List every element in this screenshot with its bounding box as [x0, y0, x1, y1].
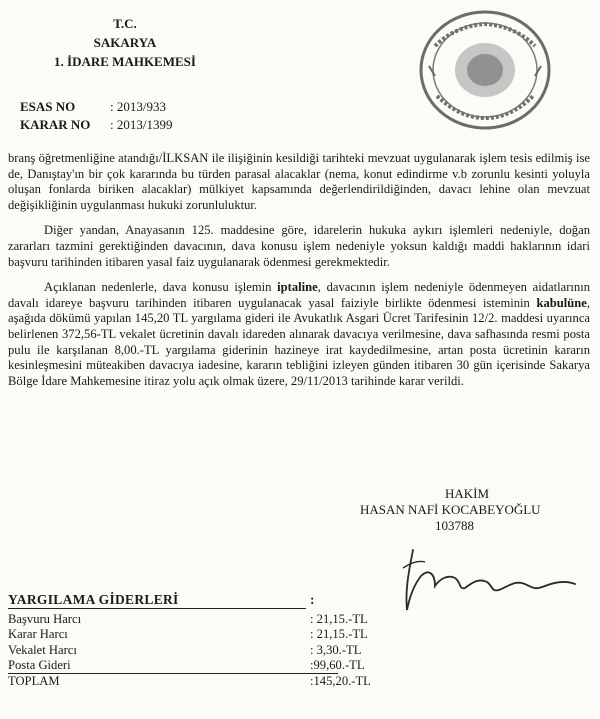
cost-row [8, 627, 408, 643]
judge-name: HASAN NAFİ KOCABEYOĞLU [360, 502, 541, 517]
cost-row [8, 658, 408, 674]
cost-value: :99,60.-TL [310, 658, 365, 672]
karar-value: : 2013/1399 [110, 117, 173, 132]
header-tc: T.C. [113, 16, 137, 31]
judge-title: HAKİM [445, 486, 490, 501]
esas-value: : 2013/933 [110, 99, 166, 114]
costs-title-row [8, 592, 408, 608]
esas-label: ESAS NO [20, 99, 76, 114]
p3-part-c: , davacının işlem nedeniyle ödenmeyen aidatlarının davalı idareye başvuru tarihinden itibaren uygulanacak yasal faiziyle birlikte ödenmesi isteminin [8, 280, 590, 310]
judge-number: 103788 [435, 518, 474, 533]
p3-kabulune: kabulüne [536, 295, 587, 310]
decision-body [8, 151, 590, 399]
court-header [30, 14, 220, 71]
costs-table [8, 592, 408, 689]
cost-label: TOPLAM [8, 673, 60, 688]
cost-value: : 21,15.-TL [310, 611, 368, 626]
paragraph-3 [8, 280, 590, 389]
esas-row [20, 98, 172, 116]
p3-part-a: Açıklanan nedenlerle, dava konusu işlemin [44, 280, 278, 295]
karar-row [20, 116, 172, 134]
cost-label: Başvuru Harcı [8, 611, 82, 626]
cost-row [8, 643, 408, 659]
court-seal-icon [415, 6, 555, 134]
costs-title-underline [8, 608, 306, 609]
cost-row [8, 612, 408, 628]
header-city: SAKARYA [93, 35, 157, 50]
p3-iptaline: iptaline [277, 280, 318, 295]
cost-label: Vekalet Harcı [8, 642, 77, 657]
p3-part-e: , aşağıda dökümü yapılan 145,20 TL yargılama gideri ile Avukatlık Asgari Ücret Tarifesinin 12/2. maddesi uyarınca belirlenen 372,56-TL vekalet ücretinin davalı idareden alınarak davacıya verilmesine, dava safhasında resmi posta pulu ile karşılanan 8,00.-TL yargılama giderinin hazineye irat kaydedilmesine, artan posta ücretinin kararın kesinleşmesini müteakiben davacıya iadesine, kararın tebliğini izleyen günden itibaren 30 gün içerisinde Sakarya Bölge İdare Mahkemesine itiraz yolu açık olmak üzere, 29/11/2013 tarihinde karar verildi. [8, 295, 590, 388]
paragraph-2: Diğer yandan, Anayasanın 125. maddesine göre, idarelerin hukuka aykırı işlemleri nedeniyle, doğan zararları tazmini gerektiğinden davacının, dava konusu işlem nedeniyle yoksun kaldığı maddi haklarının idari başvuru tarihinden itibaren yasal faiz uygulanarak ödenmesi gerekmektedir. [8, 223, 590, 269]
cost-value: : 3,30.-TL [310, 642, 362, 657]
costs-title-colon: : [310, 592, 315, 607]
cost-label: Posta Gideri [8, 658, 71, 672]
judge-block [360, 486, 590, 534]
paragraph-1: branş öğretmenliğine atandığı/İLKSAN ile ilişiğinin kesildiği tarihteki mevzuat uygulanarak işlem tesis edilmiş ise de, Danıştay'ın bir çok kararında bu türden parasal alacaklar (nema, konut edindirme v.b zorunlu kesinti yoluyla oluşan fonlarda biriken alacaklar) mülkiyet kapsamında değerlendirildiğinden, davacı lehine olan mevzuat değişikliğinin uygulanması hukuki zorunluluktur. [8, 151, 590, 212]
case-numbers [20, 98, 172, 134]
costs-rows [8, 612, 408, 690]
karar-label: KARAR NO [20, 117, 91, 132]
costs-title: YARGILAMA GİDERLERİ [8, 592, 179, 607]
signature-icon [395, 540, 595, 620]
cost-row [8, 674, 408, 690]
header-court: 1. İDARE MAHKEMESİ [54, 54, 196, 69]
cost-value: : 21,15.-TL [310, 627, 368, 641]
cost-value: :145,20.-TL [310, 673, 371, 688]
cost-label: Karar Harcı [8, 627, 68, 641]
